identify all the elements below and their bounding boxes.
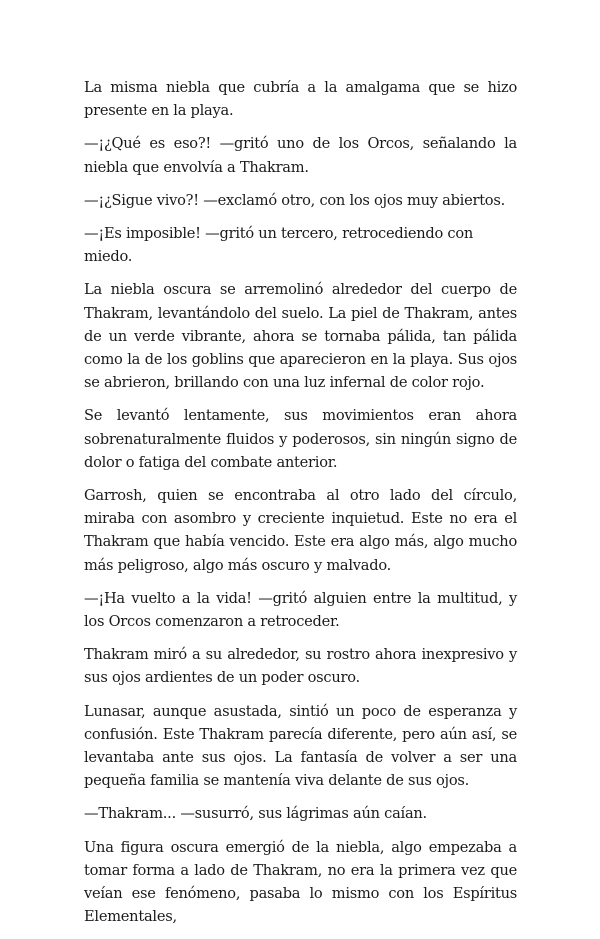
book-page	[84, 76, 517, 939]
paragraph-2: —¡¿Qué es eso?! —gritó uno de los Orcos, señalando la niebla que envolvía a Thakram.	[84, 135, 517, 176]
paragraph-5: La niebla oscura se arremolinó alrededor del cuerpo de Thakram, levantándolo del suelo. La piel de Thakram, antes de un verde vibrante, ahora se tornaba pálida, tan pálida como la de los goblins que aparecieron en la playa. Sus ojos se abrieron, brillando con una luz infernal de color rojo.	[84, 281, 517, 392]
paragraph-11: —Thakram... —susurró, sus lágrimas aún caían.	[84, 805, 427, 823]
paragraph-4: —¡Es imposible! —gritó un tercero, retrocediendo con miedo.	[84, 225, 474, 266]
paragraph-8: —¡Ha vuelto a la vida! —gritó alguien entre la multitud, y los Orcos comenzaron a retroceder.	[84, 589, 517, 631]
paragraph-9: Thakram miró a su alrededor, su rostro ahora inexpresivo y sus ojos ardientes de un poder oscuro.	[84, 646, 517, 687]
paragraph-7: Garrosh, quien se encontraba al otro lado del círculo, miraba con asombro y creciente inquietud. Este no era el Thakram que había vencido. Este era algo más, algo mucho más peligroso, algo más oscuro y malvado.	[84, 487, 517, 574]
paragraph-1: La misma niebla que cubría a la amalgama que se hizo presente en la playa.	[84, 79, 517, 120]
paragraph-3: —¡¿Sigue vivo?! —exclamó otro, con los ojos muy abiertos.	[84, 191, 505, 209]
paragraph-10: Lunasar, aunque asustada, sintió un poco de esperanza y confusión. Este Thakram parecía diferente, pero aún así, se levantaba ante sus ojos. La fantasía de volver a ser una pequeña familia se mantenía viva delante de sus ojos.	[84, 702, 517, 790]
paragraph-12: Una figura oscura emergió de la niebla, algo empezaba a tomar forma a lado de Thakram, no era la primera vez que veían ese fenómeno, pasaba lo mismo con los Espíritus Elementales,	[84, 838, 517, 926]
paragraph-6: Se levantó lentamente, sus movimientos eran ahora sobrenaturalmente fluidos y poderosos, sin ningún signo de dolor o fatiga del combate anterior.	[84, 407, 517, 471]
